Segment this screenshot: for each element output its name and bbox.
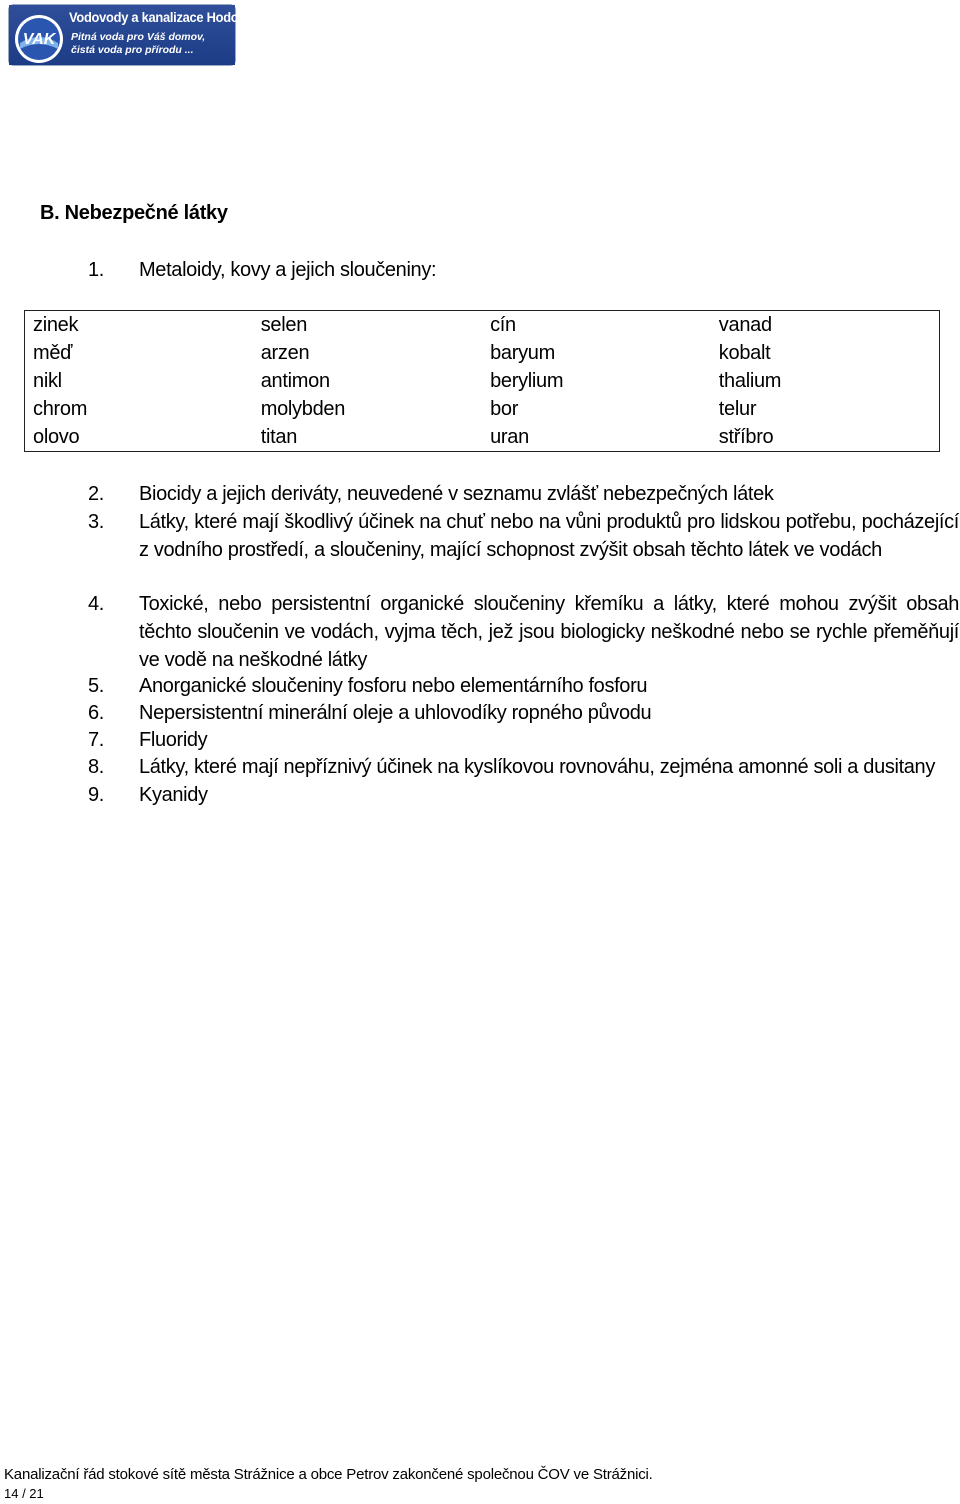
list-item xyxy=(88,781,960,809)
list-item xyxy=(88,508,960,564)
list-item-text: Látky, které mají nepříznivý účinek na kyslíkovou rovnováhu, zejména amonné soli a dusitany xyxy=(139,756,935,778)
table-cell: měď xyxy=(33,342,73,364)
list-item xyxy=(88,672,960,700)
list-item xyxy=(88,480,960,508)
table-cell: bor xyxy=(490,398,519,420)
company-name: Vodovody a kanalizace Hodonín, a.s. xyxy=(69,9,284,25)
table-cell: kobalt xyxy=(718,342,771,364)
list-item-text: Fluoridy xyxy=(139,729,208,751)
list-item xyxy=(88,726,960,754)
table-cell: molybden xyxy=(260,398,346,420)
list-item-number: 6. xyxy=(88,702,104,724)
table-row xyxy=(25,367,940,395)
list-item-text: Toxické, nebo persistentní organické sloučeniny křemíku a látky, které mohou zvýšit obsah těchto sloučenin ve vodách, vyjma těch, jež jsou biologicky neškodné nebo se rychle přeměňují ve vodě na neškodné látky xyxy=(139,593,959,671)
list-item-text: Nepersistentní minerální oleje a uhlovodíky ropného původu xyxy=(139,702,652,724)
table-cell: zinek xyxy=(33,314,79,336)
table-cell: titan xyxy=(260,426,298,448)
table-cell: baryum xyxy=(490,342,555,364)
table-cell: selen xyxy=(260,314,308,336)
metals-table xyxy=(24,310,940,452)
list-item-number: 9. xyxy=(88,784,104,806)
slogan-line-1: Pitná voda pro Váš domov, xyxy=(71,31,206,43)
table-cell: berylium xyxy=(490,370,564,392)
page-number: 14 / 21 xyxy=(4,1486,44,1501)
list-item-number: 7. xyxy=(88,729,104,751)
table-cell: chrom xyxy=(33,398,88,420)
company-logo xyxy=(8,4,284,66)
table-row xyxy=(25,339,940,367)
svg-text:VAK: VAK xyxy=(22,31,56,48)
list-item xyxy=(88,753,960,781)
list-item-number: 8. xyxy=(88,756,104,778)
table-cell: antimon xyxy=(260,370,330,392)
list-item-text: Biocidy a jejich deriváty, neuvedené v seznamu zvlášť nebezpečných látek xyxy=(139,483,774,505)
list-item-number: 3. xyxy=(88,511,104,533)
table-cell: thalium xyxy=(718,370,782,392)
company-slogan xyxy=(71,31,205,57)
list-item-number: 2. xyxy=(88,483,104,505)
table-row xyxy=(25,311,940,340)
footer-text: Kanalizační řád stokové sítě města Strážnice a obce Petrov zakončené společnou ČOV ve Strážnici. xyxy=(4,1466,653,1483)
table-row xyxy=(25,423,940,452)
table-cell: nikl xyxy=(33,370,62,392)
list-item-text: Metaloidy, kovy a jejich sloučeniny: xyxy=(139,259,437,281)
list-item-number: 4. xyxy=(88,593,104,615)
list-item-number: 5. xyxy=(88,675,104,697)
table-cell: telur xyxy=(718,398,757,420)
table-cell: olovo xyxy=(33,426,80,448)
list-item xyxy=(88,699,960,727)
table-cell: arzen xyxy=(260,342,310,364)
section-heading: B. Nebezpečné látky xyxy=(40,202,228,224)
list-item-number: 1. xyxy=(88,259,104,281)
vak-logo-icon xyxy=(13,13,65,65)
table-cell: vanad xyxy=(718,314,772,336)
table-cell: stříbro xyxy=(718,426,774,448)
list-item-text: Kyanidy xyxy=(139,784,208,806)
list-item-text: Látky, které mají škodlivý účinek na chuť nebo na vůni produktů pro lidskou potřebu, pocházející z vodního prostředí, a sloučeniny, mající schopnost zvýšit obsah těchto látek ve vodách xyxy=(139,511,959,561)
list-item xyxy=(88,256,960,284)
slogan-line-2: čistá voda pro přírodu ... xyxy=(71,44,194,56)
table-cell: cín xyxy=(490,314,516,336)
table-row xyxy=(25,395,940,423)
table-cell: uran xyxy=(490,426,529,448)
list-item-text: Anorganické sloučeniny fosforu nebo elementárního fosforu xyxy=(139,675,648,697)
list-item xyxy=(88,590,960,674)
